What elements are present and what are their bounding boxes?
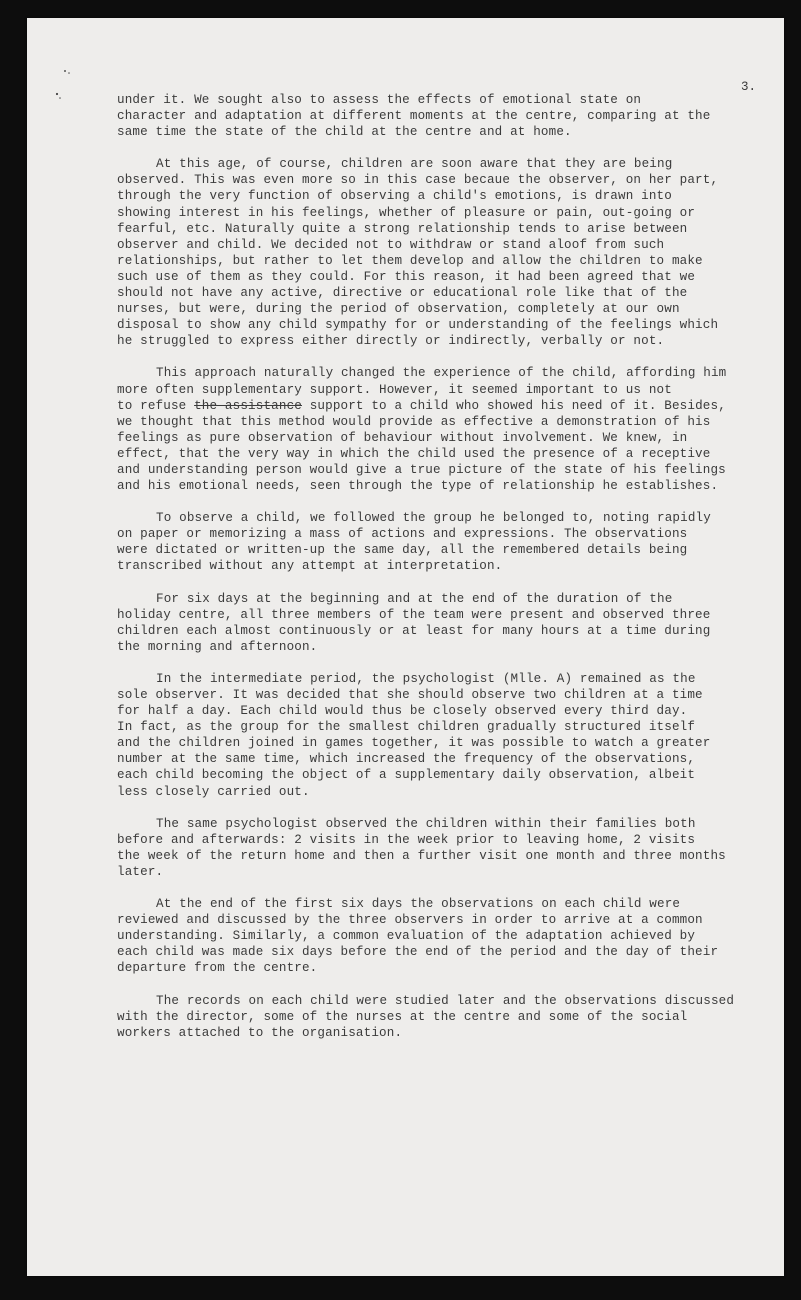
text-line: through the very function of observing a child's emotions, is drawn into (117, 189, 672, 204)
paragraph (117, 591, 777, 655)
text-line: showing interest in his feelings, whether of pleasure or pain, out-going or (117, 205, 696, 220)
text-line: At this age, of course, children are soon aware that they are being (156, 157, 673, 172)
paragraph (117, 896, 777, 976)
text-line: In fact, as the group for the smallest children gradually structured itself (117, 720, 696, 735)
text-line: and understanding person would give a true picture of the state of his feelings (117, 462, 726, 477)
struck-text: the assistance (194, 398, 302, 413)
margin-marks (41, 46, 71, 106)
text-line: departure from the centre. (117, 961, 318, 976)
text-line: This approach naturally changed the experience of the child, affording him (156, 366, 727, 381)
text-line: the week of the return home and then a further visit one month and three months (117, 848, 726, 863)
text-line: To observe a child, we followed the group he belonged to, noting rapidly (156, 511, 711, 526)
text-line: reviewed and discussed by the three observers in order to arrive at a common (117, 913, 703, 928)
paragraph (117, 671, 777, 800)
paragraph (117, 816, 777, 880)
text-line: sole observer. It was decided that she should observe two children at a time (117, 688, 703, 702)
text-line: holiday centre, all three members of the team were present and observed three (117, 607, 711, 622)
paragraph (117, 156, 777, 349)
text-line: same time the state of the child at the centre and at home. (117, 125, 572, 140)
text-line: The same psychologist observed the children within their families both (156, 816, 696, 831)
paragraph (117, 92, 777, 140)
text-line: fearful, etc. Naturally quite a strong relationship tends to arise between (117, 221, 688, 236)
text-line: At the end of the first six days the observations on each child were (156, 897, 681, 912)
text-line: transcribed without any attempt at interpretation. (117, 559, 503, 574)
text-line: he struggled to express either directly or indirectly, verbally or not. (117, 334, 665, 349)
text-line: understanding. Similarly, a common evaluation of the adaptation achieved by (117, 929, 696, 944)
text-line: we thought that this method would provide as effective a demonstration of his (117, 414, 711, 429)
text-line: observer and child. We decided not to withdraw or stand aloof from such (117, 237, 665, 252)
text-line: each child becoming the object of a supplementary daily observation, albeit (117, 768, 696, 783)
text-line: character and adaptation at different moments at the centre, comparing at the (117, 109, 711, 124)
text-line: feelings as pure observation of behaviour without involvement. We knew, in (117, 430, 688, 445)
text-line: such use of them as they could. For this reason, it had been agreed that we (117, 269, 696, 284)
text-line: disposal to show any child sympathy for or understanding of the feelings which (117, 318, 719, 333)
text-line: were dictated or written-up the same day, all the remembered details being (117, 543, 688, 558)
body-text (117, 92, 777, 1057)
text-line: for half a day. Each child would thus be closely observed every third day. (117, 704, 688, 719)
text-line: and his emotional needs, seen through the type of relationship he establishes. (117, 479, 719, 494)
text-line: The records on each child were studied later and the observations discussed (156, 993, 735, 1008)
paragraph (117, 365, 777, 494)
paragraph (117, 510, 777, 574)
text-line: In the intermediate period, the psychologist (Mlle. A) remained as the (156, 671, 696, 686)
page-number: 3. (741, 80, 757, 94)
text-line: under it. We sought also to assess the effects of emotional state on (117, 93, 642, 107)
text-line: nurses, but were, during the period of observation, completely at our own (117, 302, 680, 317)
text-line: effect, that the very way in which the child used the presence of a receptive (117, 446, 711, 461)
text-line: with the director, some of the nurses at the centre and some of the social (117, 1009, 688, 1024)
text-line: later. (117, 864, 164, 879)
text-line: each child was made six days before the end of the period and the day of their (117, 945, 719, 960)
text-line: workers attached to the organisation. (117, 1025, 403, 1040)
text-line: should not have any active, directive or educational role like that of the (117, 286, 688, 301)
text-line: relationships, but rather to let them develop and allow the children to make (117, 253, 703, 268)
text-line: For six days at the beginning and at the end of the duration of the (156, 591, 673, 606)
text-line: before and afterwards: 2 visits in the week prior to leaving home, 2 visits (117, 832, 696, 847)
paragraph (117, 993, 777, 1041)
text-line: less closely carried out. (117, 784, 310, 799)
text-line: observed. This was even more so in this case becaue the observer, on her part, (117, 173, 719, 188)
text-line: to refuse the assistance support to a child who showed his need of it. Besides, (117, 398, 726, 413)
text-line: children each almost continuously or at least for many hours at a time during (117, 623, 711, 638)
text-line: the morning and afternoon. (117, 639, 318, 654)
text-line: and the children joined in games together, it was possible to watch a greater (117, 736, 711, 751)
text-line: more often supplementary support. However, it seemed important to us not (117, 382, 672, 397)
text-line: number at the same time, which increased the frequency of the observations, (117, 752, 696, 767)
text-line: on paper or memorizing a mass of actions and expressions. The observations (117, 527, 688, 542)
